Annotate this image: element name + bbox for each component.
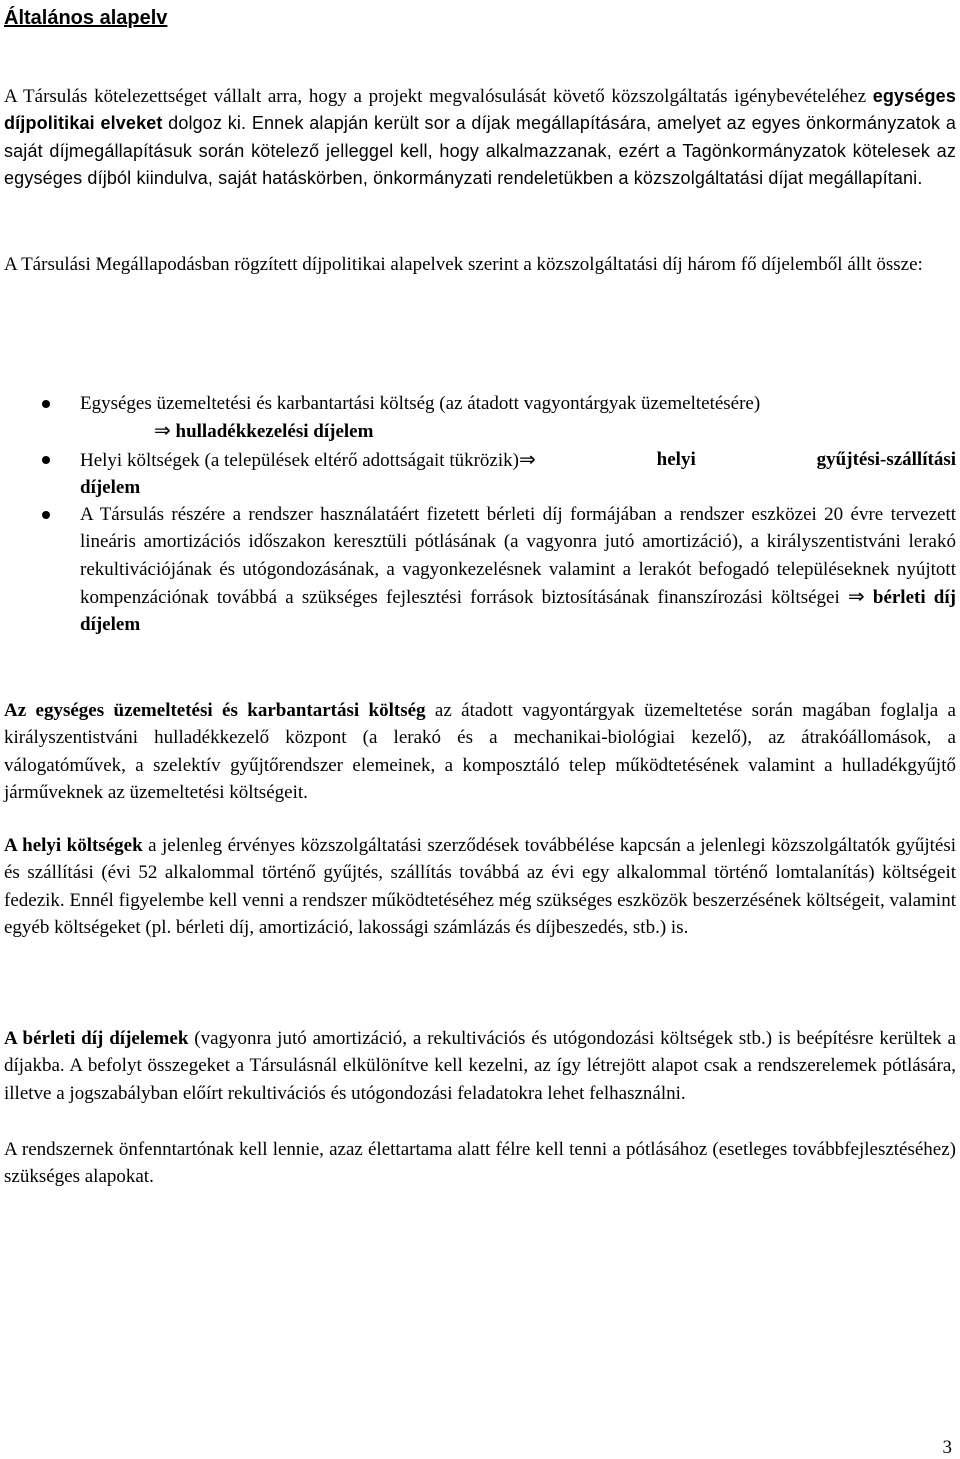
rental-fee-text: (vagyonra jutó amortizáció, a rekultivációs és utógondozási költségek stb.) is beépítésre kerültek a díjakba. A befolyt összegeket a Társulásnál elkülönítve kell kezelni, az így létrejött alapot csak a rendszerelemek pótlására, illetve a jogszabályban előírt rekultivációs és utógondozási feladatokra lehet felhasználni. [4,1028,956,1104]
page-number: 3 [942,1437,952,1458]
bullet-2-result-1: helyi [656,448,696,470]
bullet-3-result: bérleti díj díjelem [80,587,956,636]
list-item [4,501,956,638]
list-item [4,390,956,446]
paragraph-principles: A Társulási Megállapodásban rögzített díjpolitikai alapelvek szerint a közszolgáltatási díj három fő díjelemből állt össze: [4,254,923,275]
bullet-1-result-line [80,417,956,445]
intro-bold: egységes díjpolitikai elveket [4,86,956,134]
bullet-dot [42,400,50,408]
operating-cost-bold: Az egységes üzemeltetési és karbantartási költség [4,700,426,721]
bullet-2-result-2: gyűjtési-szállítási [816,448,956,470]
bullet-3-text: A Társulás részére a rendszer használatáért fizetett bérleti díj formájában a rendszer eszközei 20 évre tervezett lineáris amortizációs időszakon keresztüli pótlásának (a vagyonra jutó amortizáció), a királyszentistváni lerakó rekultivációjának és utógondozásának, a vagyonkezelésnek valamint a lerakót befogadó településeknek nyújtott kompenzációnak továbbá a szükséges fejlesztési források biztosításának finanszírozási költségei [80,504,956,609]
bullet-1-text: Egységes üzemeltetési és karbantartási költség (az átadott vagyontárgyak üzemeltetésére) [80,393,761,414]
bullet-1-result: hulladékkezelési díjelem [175,421,374,443]
implies-arrow-icon: ⇒ [518,446,536,471]
page-title: Általános alapelv [4,7,168,29]
local-cost-bold: A helyi költségek [4,835,143,856]
rental-fee-bold: A bérleti díj díjelemek [4,1028,189,1049]
implies-arrow-icon: ⇒ [154,418,171,443]
fee-elements-list [4,390,956,639]
bullet-2-text: Helyi költségek (a települések eltérő adottságait tükrözik) [80,449,519,471]
paragraph-rental-fee [4,1025,956,1107]
bullet-2-line [80,446,956,474]
intro-text-1: A Társulás kötelezettséget vállalt arra, hogy a projekt megvalósulását követő közszolgáltatás igénybevételéhez [4,86,873,107]
paragraph-intro [4,83,956,192]
intro-text-2: dolgoz ki. [162,113,252,134]
paragraph-operating-cost [4,697,956,806]
operating-cost-text: az átadott vagyontárgyak üzemeltetése során magában foglalja a királyszentistváni hulladékkezelő központ (a lerakó és a mechanikai-biológiai kezelő), az átrakóállomások, a válogatóművek, a szelektív gyűjtőrendszer elemeinek, a komposztáló telep működtetésének valamint a hulladékgyűjtő járműveknek az üzemeltetési költségeit. [4,700,956,803]
bullet-dot [42,511,50,519]
paragraph-self-sustaining: A rendszernek önfenntartónak kell lennie, azaz élettartama alatt félre kell tenni a pótlásához (esetleges továbbfejlesztéséhez) szükséges alapokat. [4,1139,956,1188]
implies-arrow-icon: ⇒ [847,584,865,609]
list-item [4,446,956,502]
bullet-dot [42,456,50,464]
intro-text-3: Ennek alapján került sor a díjak megállapítására, amelyet az egyes önkormányzatok a saját díjmegállapításuk során kötelező jelleggel kell, hogy alkalmazzanak, ezért a Tagönkormányzatok kötelesek az egységes díjból kiindulva, saját hatáskörben, önkormányzati rendeletükben a közszolgáltatási díjat megállapítani. [4,113,956,188]
paragraph-local-cost [4,832,956,941]
bullet-2-result-3: díjelem [80,476,141,498]
local-cost-text: a jelenleg érvényes közszolgáltatási szerződések továbbélése kapcsán a jelenlegi közszolgáltatók gyűjtési és szállítási (évi 52 alkalommal történő gyűjtés, szállítás továbbá az évi egy alkalommal történő lomtalanítás) költségeit fedezik. Ennél figyelembe kell venni a rendszer működtetéséhez még szükséges eszközök beszerzésének költségeit, valamint egyéb költségeket (pl. bérleti díj, amortizáció, lakossági számlázás és díjbeszedés, stb.) is. [4,835,956,938]
